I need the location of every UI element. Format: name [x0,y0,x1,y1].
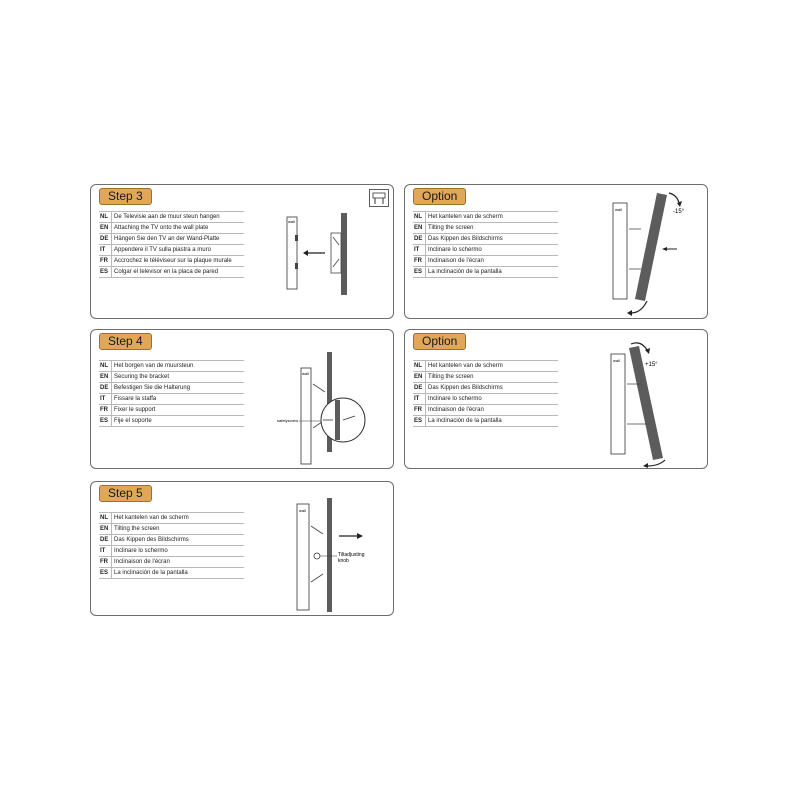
table-row: IT Appendere il TV sulla piastra a muro [99,245,244,256]
tiltadjusting-label: Tiltadjusting [338,552,365,558]
step3-panel [90,184,394,319]
table-row: ES La inclinación de la pantalla [413,267,558,278]
step4-figure [277,348,389,468]
table-row: ES La inclinación de la pantalla [413,416,558,427]
angle-label: -15° [673,209,685,215]
table-row: EN Tilting the screen [413,372,558,383]
table-row: EN Securing the bracket [99,372,244,383]
step4-language-table [99,360,244,427]
option-tilt-down-figure [605,189,705,317]
table-row: FR Inclinaison de l'écran [413,405,558,416]
table-row: EN Tilting the screen [413,223,558,234]
table-row: NL Het kantelen van de scherm [413,361,558,372]
table-row: FR Fixer le support [99,405,244,416]
wall-label: wall [615,207,622,212]
option-tag: Option [413,188,466,205]
table-row: EN Tilting the screen [99,524,244,535]
table-row: FR Inclinaison de l'écran [99,557,244,568]
table-row: DE Das Kippen des Bildschirms [413,234,558,245]
table-row: DE Hängen Sie den TV an der Wand-Platte [99,234,244,245]
step5-figure [291,498,391,613]
table-row: IT Inclinare lo schermo [413,245,558,256]
step3-figure [281,205,391,295]
table-row: DE Befestigen Sie die Halterung [99,383,244,394]
step5-tag: Step 5 [99,485,152,502]
step3-language-table [99,211,244,278]
safetyscrew-label: safetyscrew [277,418,299,423]
option-language-table [413,360,558,427]
table-row: ES Fije el soporte [99,416,244,427]
wall-label: wall [302,371,309,376]
table-row: FR Inclinaison de l'écran [413,256,558,267]
table-row: ES La inclinación de la pantalla [99,568,244,579]
instruction-icon [369,189,389,207]
option-tilt-down-panel [404,184,708,319]
step3-tag: Step 3 [99,188,152,205]
table-row: NL De Televisie aan de muur steun hangen [99,212,244,223]
step5-panel [90,481,394,616]
wall-label: wall [613,358,620,363]
table-row: NL Het borgen van de muursteun [99,361,244,372]
table-row: IT Inclinare lo schermo [99,546,244,557]
table-row: EN Attaching the TV onto the wall plate [99,223,244,234]
table-row: DE Das Kippen des Bildschirms [99,535,244,546]
option-language-table [413,211,558,278]
step4-panel [90,329,394,469]
table-row: NL Het kantelen van de scherm [413,212,558,223]
option-tag: Option [413,333,466,350]
table-row: IT Fissare la staffa [99,394,244,405]
step5-language-table [99,512,244,579]
step4-tag: Step 4 [99,333,152,350]
table-row: ES Colgar el televisor en la placa de pared [99,267,244,278]
wall-label: wall [299,508,306,513]
table-row: IT Inclinare lo schermo [413,394,558,405]
table-row: DE Das Kippen des Bildschirms [413,383,558,394]
option-tilt-up-panel [404,329,708,469]
wall-label: wall [288,219,295,224]
table-row: FR Accrochez le téléviseur sur la plaque murale [99,256,244,267]
angle-label: +15° [645,362,658,368]
knob-label: knob [338,558,349,564]
table-row: NL Het kantelen van de scherm [99,513,244,524]
option-tilt-up-figure [601,340,707,468]
